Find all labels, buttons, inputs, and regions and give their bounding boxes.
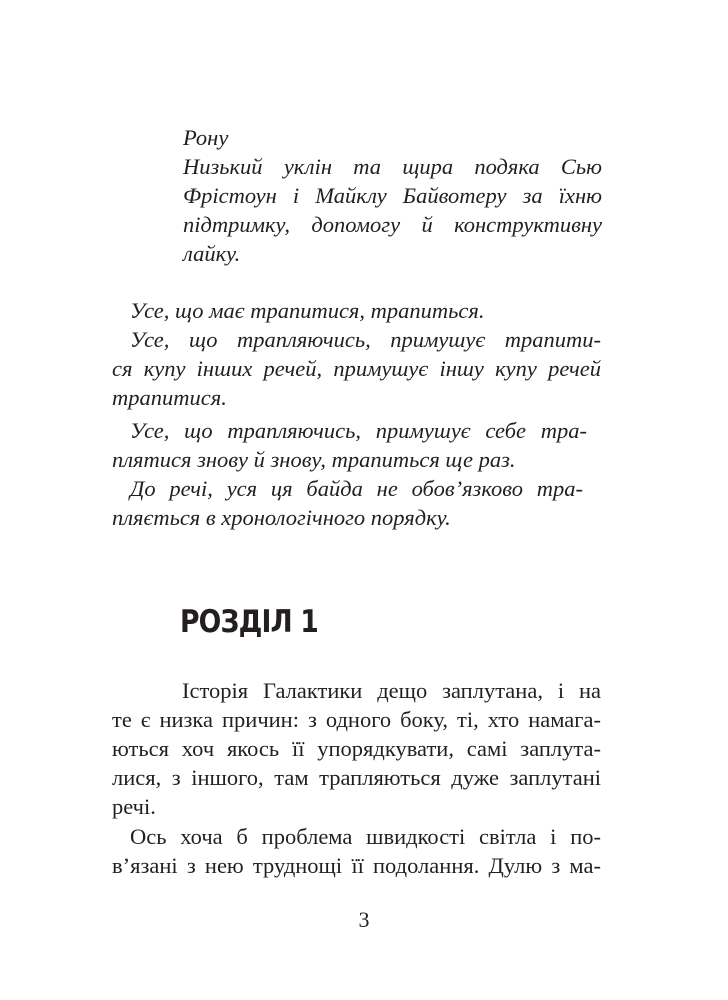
body-line: лися, з іншого, там трапляються дуже заплутані xyxy=(112,765,601,790)
epigraph-line: Усе, що трапляючись, примушує трапити- xyxy=(130,327,601,352)
body-line: Ось хоча б проблема швидкості світла і по- xyxy=(130,824,601,849)
page-number: 3 xyxy=(358,907,370,932)
body-line: речі. xyxy=(112,794,156,819)
dedication-line: підтримку, допомогу й конструктивну xyxy=(183,212,602,237)
epigraph-line: Усе, що має трапитися, трапиться. xyxy=(130,298,485,323)
body-line: Історія Галактики дещо заплутана, і на xyxy=(182,678,601,703)
epigraph-line: пляється в хронологічного порядку. xyxy=(112,505,451,530)
epigraph-line: плятися знову й знову, трапиться ще раз. xyxy=(112,447,516,472)
epigraph-line: Усе, що трапляючись, примушує себе тра- xyxy=(130,418,587,443)
body-line: ються хоч якось її упорядкувати, самі заплута- xyxy=(112,736,601,761)
dedication-line: Низький уклін та щира подяка Сью xyxy=(183,154,602,179)
dedication-line: Фрістоун і Майклу Байвотеру за їхню xyxy=(183,183,602,208)
epigraph-line: ся купу інших речей, примушує іншу купу речей xyxy=(112,356,601,381)
body-line: те є низка причин: з одного боку, ті, хто намага- xyxy=(112,707,601,732)
body-line: в’язані з нею труднощі її подолання. Дулю з ма- xyxy=(112,853,601,878)
dedication-line: Рону xyxy=(183,125,229,150)
epigraph-line: До речі, уся ця байда не обов’язково тра- xyxy=(130,476,583,501)
epigraph-line: трапитися. xyxy=(112,385,227,410)
chapter-title: РОЗДІЛ 1 xyxy=(180,604,318,640)
dedication-line: лайку. xyxy=(183,241,241,266)
